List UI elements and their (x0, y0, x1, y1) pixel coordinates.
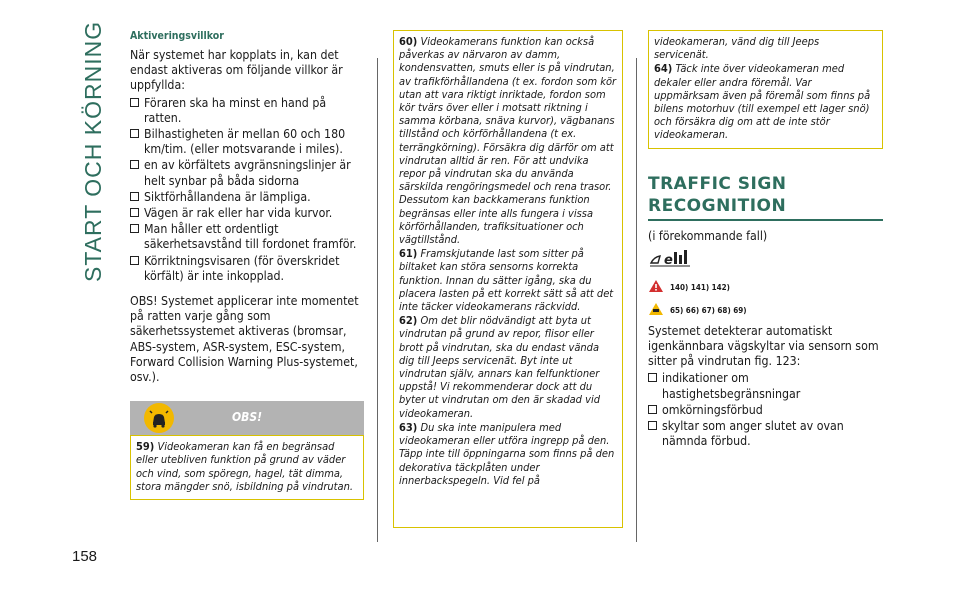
column-divider (377, 58, 378, 542)
list-item: Föraren ska ha minst en hand på ratten. (130, 96, 364, 126)
list-item: skyltar som anger slutet av ovan nämnda förbud. (648, 419, 883, 449)
list-item: omkörningsförbud (648, 403, 883, 418)
list-item: en av körfältets avgränsningslinjer är helt synbar på båda sidorna (130, 158, 364, 188)
caution-references: 65) 66) 67) 68) 69) (670, 305, 747, 315)
checkbox-bullet-icon (648, 373, 657, 382)
checkbox-bullet-icon (130, 192, 139, 201)
list-item: indikationer om hastighetsbegränsningar (648, 371, 883, 401)
notes-box-continued (648, 30, 883, 149)
list-item: Siktförhållandena är lämpliga. (130, 190, 364, 205)
sign-types-list (648, 371, 883, 449)
vehicle-version-icon (648, 248, 692, 274)
note-59: 59) Videokameran kan få en begränsad eller utebliven funktion på grund av väder och vind, som spöregn, hagel, tät dimma, stora mängder snö, isbildning på vindrutan. (136, 440, 354, 493)
note-box (130, 435, 364, 500)
notes-box (393, 30, 623, 528)
obs-header-bar (130, 401, 364, 435)
note-63: 63) Du ska inte manipulera med videokameran eller utföra ingrepp på den. Täpp inte till öppningarna som finns på den dekorativa täckplåten under innerbackspegeln. Vid fel på (399, 420, 615, 487)
note-63-continued: videokameran, vänd dig till Jeeps servicenät. (654, 35, 820, 62)
column-2 (393, 30, 623, 528)
checkbox-bullet-icon (648, 421, 657, 430)
obs-paragraph: OBS! Systemet applicerar inte momentet på ratten varje gång som säkerhetssystemet aktiveras (bromsar, ABS-system, ASR-system, ESC-system, Forward Collision Warning Plus-systemet, osv.). (130, 294, 359, 385)
caution-refs-row (648, 301, 883, 320)
fitment-icon-row (648, 248, 883, 274)
list-item: Körriktningsvisaren (för överskridet körfält) är inte inkopplad. (130, 254, 364, 284)
system-intro: Systemet detekterar automatiskt igenkännbara vägskyltar via sensorn som sitter på vindrutan fig. 123: (648, 323, 879, 369)
list-item: Bilhastigheten är mellan 60 och 180 km/tim. (eller motsvarande i miles). (130, 127, 364, 157)
section-title: TRAFFIC SIGN RECOGNITION (648, 173, 787, 216)
column-1 (130, 30, 364, 500)
warning-triangle-icon (648, 278, 664, 297)
note-64: 64) Täck inte över videokameran med dekaler eller andra föremål. Var uppmärksam även på föremål som finns på bilens motorhuv (till exempel ett lager snö) och försäkra dig om att de inte stör videokameran. (654, 62, 871, 142)
warning-refs-row (648, 278, 883, 297)
note-60: 60) Videokamerans funktion kan också påverkas av närvaron av damm, kondensvatten, smuts eller is på vindrutan, av trafikförhållandena (t ex. fordon som kör utan att vara riktigt inriktade, fordon som kör tvärs över eller i motsatt riktning i samma körbana, snäva kurvor), vägbanans tillstånd och körförhållandena (t ex. terrängkörning). Försäkra dig därför om att vindrutan alltid är ren. För att undvika repor på vindrutan ska du använda särskilda rengöringsmedel och rena trasor. Dessutom kan backkamerans funktion begränsas eller inte alls fungera i vissa körförhållanden, trafiksituationer och vägtillstånd. (399, 35, 617, 247)
checkbox-bullet-icon (130, 98, 139, 107)
column-divider (636, 58, 637, 542)
checkbox-bullet-icon (130, 208, 139, 217)
section-heading: Aktiveringsvillkor (130, 30, 224, 42)
checkbox-bullet-icon (130, 129, 139, 138)
checkbox-bullet-icon (130, 160, 139, 169)
note-61: 61) Framskjutande last som sitter på biltaket kan störa sensorns korrekta funktion. Innan du sätter igång, ska du placera lasten på ett korrekt sätt så att det inte täcker videokamerans räckvidd. (399, 247, 614, 314)
page-number: 158 (72, 548, 98, 565)
obs-label: OBS! (231, 410, 263, 425)
intro-paragraph: När systemet har kopplats in, kan det endast aktiveras om följande villkor är uppfyllda: (130, 48, 343, 93)
availability-note: (i förekommande fall) (648, 228, 768, 243)
checkbox-bullet-icon (648, 405, 657, 414)
note-62: 62) Om det blir nödvändigt att byta ut vindrutan på grund av repor, flisor eller brott på vindrutan, ska du endast vända dig till Jeeps servicenät. Byt inte ut vindrutan själv, annars kan felfunktioner uppstå! Vi rekommenderar dock att du byter ut vindrutan om den är skadad vid videokameran. (399, 314, 600, 420)
svg-text:e: e (664, 252, 673, 268)
checkbox-bullet-icon (130, 256, 139, 265)
checkbox-bullet-icon (130, 224, 139, 233)
conditions-list (130, 96, 364, 284)
column-3 (648, 30, 883, 450)
list-item: Man håller ett ordentligt säkerhetsavstånd till fordonet framför. (130, 222, 364, 252)
warning-references: 140) 141) 142) (670, 282, 730, 292)
chapter-side-title: START OCH KÖRNING (80, 20, 106, 282)
list-item: Vägen är rak eller har vida kurvor. (130, 206, 364, 221)
caution-triangle-icon (648, 301, 664, 320)
